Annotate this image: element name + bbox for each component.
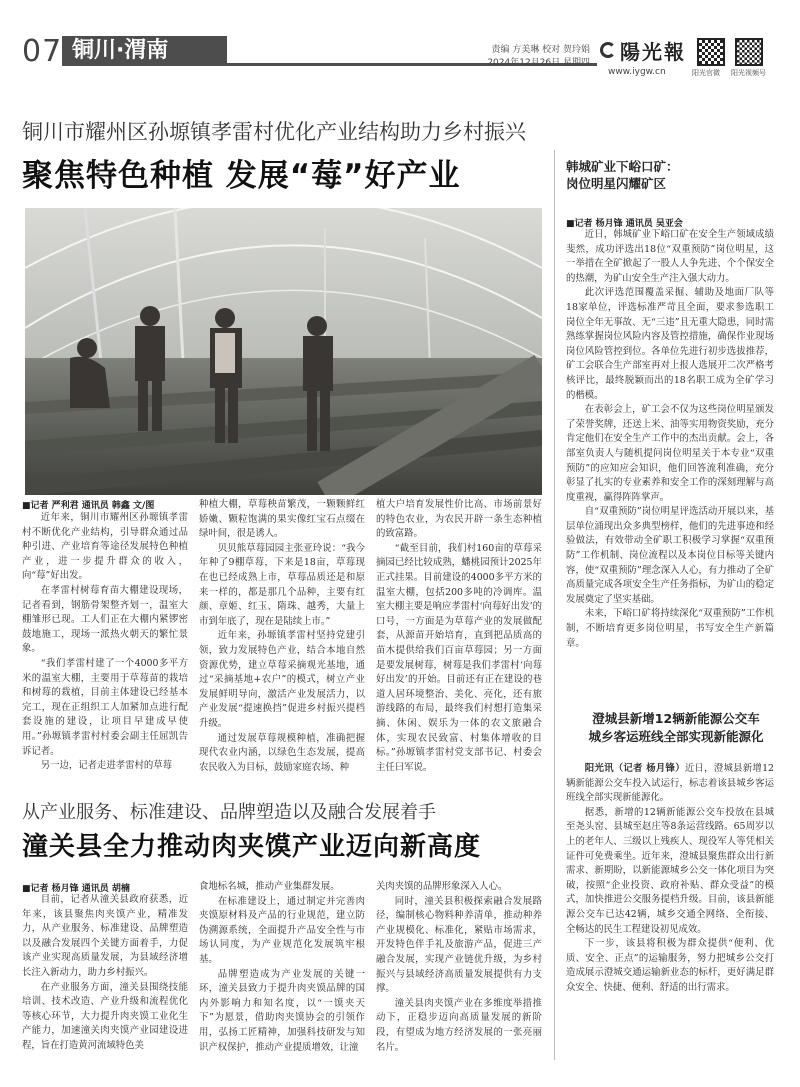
- paragraph: 近年来，铜川市耀州区孙塬镇孝雷村不断优化产业结构，引导群众通过品种引进、产业培育等途径发展特色种植产业，进一步提升群众的收入，向“莓”好出发。: [22, 512, 188, 582]
- editors-credit: 责编 方美琳 校对 贺玲娟: [491, 45, 590, 55]
- paragraph: 此次评选范围覆盖采掘、辅助及地面厂队等18家单位，评选标准严苛且全面，要求参选职工岗位全年无事故、无“三违”且无重大隐患，同时需熟练掌握岗位风险内容及管控措施，确保作业现场岗位风险管控到位。各单位先进行初步选拔推荐，矿工会联合生产部室再对上报人选展开二次严格考核评比，最终脱颖而出的18名职工成为全矿学习的楷模。: [566, 287, 774, 401]
- column-divider: [554, 150, 555, 1060]
- sidebar1-headline: [566, 158, 786, 192]
- page-number: 07: [22, 34, 63, 69]
- article1-headline: 聚焦特色种植 发展“莓”好产业: [22, 158, 461, 194]
- sidebar2-headline: [566, 710, 786, 746]
- paragraph: 种植大棚，草莓秧苗繁茂，一颗颗鲜红娇嫩、颗粒饱满的果实像红宝石点缀在绿叶间，很是诱人。: [199, 499, 365, 540]
- paragraph: [566, 762, 774, 806]
- sidebar1-byline: ■记者 杨月锋 通讯员 吴亚会: [566, 219, 683, 229]
- paragraph: 在产业服务方面，潼关县围绕技能培训、技术改造、产业升级和流程优化等核心环节，大力提升肉夹馍工业化生产能力，加速潼关肉夹馍产业园建设进程，旨在打造黄河流域特色美: [22, 981, 188, 1051]
- paragraph: 另一边，记者走进孝雷村的草莓: [40, 760, 173, 772]
- greenhouse-strawberry-photo: [25, 208, 542, 495]
- paragraph: 在标准建设上，通过制定并完善肉夹馍原材料及产品的行业规范，建立防伪溯源系统，全面提升产品安全性与市场认同度，为产业规范化发展筑牢根基。: [199, 895, 365, 965]
- qr1-label: 阳光官微: [692, 69, 720, 77]
- newspaper-logo: 陽光報: [620, 40, 686, 64]
- paragraph: 未来，下峪口矿将持续深化“双重预防”工作机制，不断培育更多岗位明星，书写安全生产新篇章。: [566, 608, 774, 649]
- paragraph: 下一步，该县将积极为群众提供“便利、优质、安全、正点”的运输服务，努力把城乡公交打造成展示澄城交通运输新业态的标杆，更好满足群众安全、快捷、便利、舒适的出行需求。: [566, 938, 774, 993]
- article2-headline: 潼关县全力推动肉夹馍产业迈向新高度: [22, 832, 482, 862]
- paragraph: 关肉夹馍的品牌形象深入人心。: [376, 881, 508, 892]
- article2-byline: ■记者 杨月锋 通讯员 胡楠: [22, 884, 130, 894]
- greenhouse-photo-illustration: [25, 208, 542, 495]
- sidebar2-headline-line2: 城乡客运班线全部实现新能源化: [588, 729, 764, 744]
- qr-code-icon: [697, 38, 725, 66]
- website-url[interactable]: www.iygw.cn: [608, 67, 666, 77]
- article1-column-2: [199, 498, 365, 786]
- page-header: [0, 0, 800, 80]
- article2-subtitle: 从产业服务、标准建设、品牌塑造以及融合发展着手: [22, 802, 436, 823]
- issue-date: 2024年12月26日 星期四: [487, 58, 590, 68]
- article1-byline: ■记者 严利君 通讯员 韩鑫 文/图: [22, 501, 155, 511]
- article1-subtitle: 铜川市耀州区孙塬镇孝雷村优化产业结构助力乡村振兴: [22, 120, 526, 144]
- paragraph: “我们孝雷村建了一个4000多平方米的温室大棚，主要用于草莓苗的栽培和树莓的栽植，目前主体建设已经基本完工，现在正组织工人加紧加点进行配套设施的建设，让项目早建成早使用。”孙塬镇孝雷村村委会副主任屈凯告诉记者。: [22, 657, 188, 757]
- qr2-label: 阳光视频号: [731, 69, 766, 77]
- article1-column-1: [22, 511, 188, 786]
- paragraph: 据悉，新增的12辆新能源公交车投放在县城至尧头窑、县城至赵庄等8条运营线路。65周岁以上的老年人、三级以上残疾人、现役军人等凭相关证件可免费乘坐。近年来，澄城县聚焦群众出行新需求、新期盼，以新能源城乡公交一体化项目为突破，按照“企业投资、政府补贴、群众受益”的模式，加快推进公交服务提档升级。目前，该县新能源公交车已达42辆，城乡交通全网络、全衔接、全畅达的民生工程建设初见成效。: [566, 806, 774, 935]
- paragraph: 潼关县肉夹馍产业在多维度举措推动下，正稳步迈向高质量发展的新阶段，有望成为地方经济发展的一张亮丽名片。: [376, 997, 542, 1053]
- sidebar2-byline: 阳光讯（记者 杨月锋）: [584, 763, 685, 774]
- section-title: 铜川·渭南: [62, 36, 227, 66]
- paragraph: 在孝雷村树莓育苗大棚建设现场，记者看到，钢筋骨架整齐划一，温室大棚雏形已现。工人们正在大棚内紧锣密鼓地施工，现场一派热火朝天的繁忙景象。: [22, 584, 188, 655]
- article1-column-3: [376, 498, 542, 786]
- sidebar1-headline-line2: 岗位明星闪耀矿区: [566, 176, 667, 191]
- paragraph: 近日，韩城矿业下峪口矿在安全生产领域成绩斐然，成功评选出18位“双重预防”岗位明星，这一举措在全矿掀起了一股人人争先进、个个保安全的热潮，为矿山安全生产注入强大动力。: [566, 229, 774, 284]
- sun-logo-icon: [600, 42, 616, 58]
- sidebar2-headline-line1: 澄城县新增12辆新能源公交车: [592, 711, 760, 726]
- paragraph: “截至目前，我们村160亩的草莓采摘园已经比较成熟，蟠桃园预计2025年正式挂果。目前建设的4000多平方米的温室大棚，包括200多吨的冷调库。温室大棚主要是响应孝雷村‘向莓好出发’的口号，一方面是为草莓产业的发展做配套，从源苗开始培育，直到把品质高的苗木提供给我们百亩草莓园；另一方面是要发展树莓，树莓是我们孝雷村‘向莓好出发’的开始。目前还有正在建设的巷道人居环境整治、美化、亮化，还有旅游线路的布局，最终我们村想打造集采摘、休闲、娱乐为一体的农文旅融合体，实现农民致富、村集体增收的目标。”孙塬镇孝雷村党支部书记、村委会主任曰军说。: [376, 542, 542, 773]
- paragraph: 植大户培育发展性价比高、市场前景好的特色农业，为农民开辟一条生态种植的致富路。: [376, 499, 542, 540]
- sidebar1-body: [566, 228, 774, 684]
- paragraph: 近年来，孙塬镇孝雷村坚持党建引领，致力发展特色产业，结合本地自然资源优势，建立草莓采摘观光基地，通过“采摘基地+农户”的模式，树立产业发展鲜明导向，激活产业发展活力，以产业发展“提速换挡”促进乡村振兴提档升级。: [199, 630, 365, 729]
- paragraph: 在表彰会上，矿工会不仅为这些岗位明星颁发了荣誉奖牌，还送上米、油等实用物资奖励，充分肯定他们在安全生产工作中的杰出贡献。会上，各部室负责人与随机提问岗位明星关于本专业“双重预防”的应知应会知识，他们回答流利准确，充分彰显了扎实的专业素养和安全工作的深刻理解与高度重视，赢得阵阵掌声。: [566, 404, 774, 503]
- paragraph-text: 近日，澄城县新增12辆新能源公交车投入试运行，标志着该县城乡客运班线全部实现新能源化。: [566, 763, 774, 804]
- paragraph: 食地标名城，推动产业集群发展。: [199, 881, 340, 892]
- sidebar1-headline-line1: 韩城矿业下峪口矿：: [566, 159, 679, 174]
- article2-column-2: [199, 880, 365, 1068]
- paragraph: 自“双重预防”岗位明星评选活动开展以来，基层单位涌现出众多典型榜样，他们的先进事迹和经验做法，有效带动全矿职工积极学习掌握“双重预防”工作机制、岗位流程以及本岗位目标等关键内容，使“双重预防”理念深入人心，有力推动了全矿高质量完成各项安全生产任务指标，为矿山的稳定发展奠定了坚实基础。: [566, 506, 774, 605]
- paragraph: 贝贝熊草莓园园主张亚玲说：“我今年种了9棚草莓，下来是18亩，草莓现在也已经成熟上市，草莓品质还是和原来一样的，都是那几个品种，主要有红颜、章姬、红玉、隋珠、越秀，大量上市到年底了，现在是陆续上市。”: [199, 542, 365, 627]
- paragraph: 品牌塑造成为产业发展的关键一环，潼关县致力于提升肉夹馍品牌的国内外影响力和知名度，以“一馍夹天下”为愿景，借助肉夹馍协会的引领作用，弘扬工匠精神，加强科技研发与知识产权保护，推动产业提质增效，让潼: [199, 968, 365, 1053]
- paragraph: 目前，记者从潼关县政府获悉，近年来，该县聚焦肉夹馍产业，精准发力，从产业服务、标准建设、品牌塑造以及融合发展四个关键方面着手，力促该产业实现高质量发展，为县域经济增长注入新动力，助力乡村振兴。: [22, 894, 188, 978]
- article2-column-3: [376, 880, 542, 1068]
- qr-code-icon: [735, 38, 763, 66]
- article2-column-1: [22, 893, 188, 1068]
- sidebar2-body: [566, 762, 774, 1062]
- paragraph: 同时，潼关县积极探索融合发展路径，编制核心物料种养清单，推动种养产业规模化、标准化，紧贴市场需求，开发特色伴手礼及旅游产品，促进三产融合发展，实现产业链优升级，为乡村振兴与县域经济高质量发展提供有力支撑。: [376, 895, 542, 995]
- paragraph: 通过发展草莓规模种植，准确把握现代农业内涵，以绿色生态发展，提高农民收入为目标，鼓励家庭农场、种: [199, 732, 365, 773]
